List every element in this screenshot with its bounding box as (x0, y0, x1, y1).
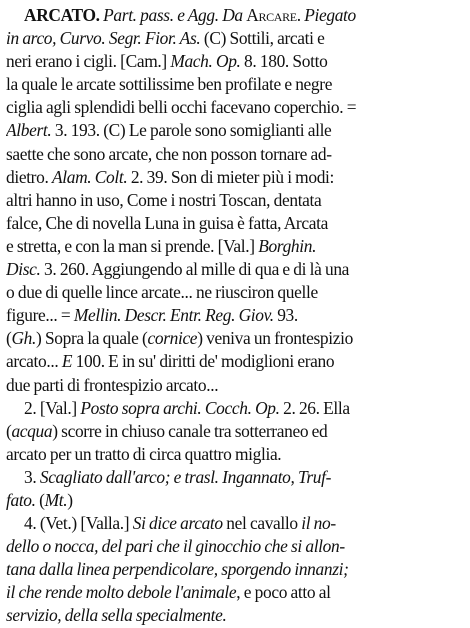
entry-text-segment: (C) Sottili, arcati e (200, 28, 325, 49)
entry-text-segment: altri hanno in uso, Come i nostri Toscan, dentata (6, 189, 322, 210)
entry-text-segment: Borghin. (258, 235, 317, 256)
entry-line (6, 397, 464, 420)
headword: ARCATO. (24, 5, 104, 25)
entry-text-segment: in arco, Curvo. Segr. Fior. As. (6, 28, 201, 49)
entry-line (6, 604, 464, 627)
entry-line (6, 4, 464, 27)
entry-text-segment: figure... = (6, 305, 74, 326)
entry-line (6, 96, 464, 119)
entry-line (6, 304, 464, 327)
entry-text-segment: ( (6, 420, 12, 441)
entry-text-segment: ciglia agli splendidi belli occhi facevano coperchio. = (6, 97, 357, 118)
entry-text-segment: Alam. Colt. (51, 166, 128, 187)
entry-text-segment: Arcare (246, 5, 297, 25)
entry-text-segment: 3. (24, 466, 40, 487)
entry-text-segment: o due di quelle lince arcate... ne riusciron quelle (6, 282, 318, 303)
entry-text-segment: Part. pass. e Agg. Da (103, 5, 247, 25)
entry-line (6, 27, 464, 50)
entry-text-segment: neri erano i cigli. [Cam.] (6, 51, 171, 72)
entry-text-segment: ( (35, 489, 45, 510)
entry-line (6, 374, 464, 397)
entry-text-segment: , e poco atto al (236, 582, 331, 603)
entry-text-segment: due parti di frontespizio arcato... (6, 374, 219, 395)
entry-line (6, 350, 464, 373)
entry-text-segment: ) Sopra la quale ( (36, 328, 148, 349)
entry-line (6, 420, 464, 443)
entry-text-segment: saette che sono arcate, che non posson tornare ad- (6, 143, 332, 164)
entry-text-segment: 93. (273, 305, 298, 326)
entry-text-segment: 4. (Vet.) [Valla.] (24, 513, 133, 534)
entry-line (6, 143, 464, 166)
entry-text-segment: falce, Che di novella Luna in guisa è fatta, Arcata (6, 212, 328, 233)
entry-line (6, 535, 464, 558)
entry-text-segment: arcato... (6, 351, 62, 372)
entry-line (6, 166, 464, 189)
entry-text-segment: dietro. (6, 166, 52, 187)
entry-text-segment: nel cavallo (222, 513, 302, 534)
entry-text-segment: Scagliato dall'arco; e trasl. Ingannato, Truf- (39, 466, 332, 487)
entry-text-segment: . (296, 5, 305, 25)
entry-text-segment: 100. E in su' diritti de' modiglioni erano (72, 351, 335, 372)
entry-text-segment: Posto sopra archi. Cocch. Op. (80, 397, 280, 418)
entry-line (6, 189, 464, 212)
entry-text-segment: ) (67, 489, 73, 510)
entry-text-segment: il che rende molto debole l'animale (6, 582, 237, 603)
entry-text-segment: Disc. (6, 259, 41, 280)
entry-text-segment: 3. 260. Aggiungendo al mille di qua e di là una (40, 259, 350, 280)
entry-text-segment: 8. 180. Sotto (240, 51, 328, 72)
entry-text-segment: ( (6, 328, 12, 349)
entry-line (6, 327, 464, 350)
entry-line (6, 281, 464, 304)
entry-text-segment: 2. 26. Ella (279, 397, 350, 418)
entry-line (6, 489, 464, 512)
entry-text-segment: Piegato (304, 5, 356, 25)
entry-text-segment: acqua (11, 420, 53, 441)
entry-line (6, 73, 464, 96)
dictionary-entry-arcato (6, 4, 464, 628)
entry-text-segment: 3. 193. (C) Le parole sono somiglianti alle (51, 120, 332, 141)
entry-text-segment: 2. [Val.] (24, 397, 81, 418)
entry-text-segment: cornice (147, 328, 198, 349)
entry-text-segment: dello o nocca, del pari che il ginocchio che si allon- (6, 536, 345, 557)
entry-text-segment: servizio, della sella specialmente. (6, 605, 227, 626)
entry-text-segment: Mt. (44, 489, 68, 510)
entry-text-segment: Si dice arcato (132, 513, 223, 534)
entry-line (6, 512, 464, 535)
entry-line (6, 466, 464, 489)
entry-text-segment: Mellin. Descr. Entr. Reg. Giov. (73, 305, 274, 326)
entry-text-segment: e stretta, e con la man si prende. [Val.] (6, 235, 259, 256)
entry-text-segment: ) scorre in chiuso canale tra sotterraneo ed (52, 420, 328, 441)
entry-text-segment: Mach. Op. (170, 51, 241, 72)
entry-line (6, 50, 464, 73)
entry-line (6, 443, 464, 466)
entry-text-segment: Gh. (11, 328, 37, 349)
entry-text-segment: E (61, 351, 73, 372)
entry-text-segment: 2. 39. Son di mieter più i modi: (127, 166, 335, 187)
entry-text-segment: arcato per un tratto di circa quattro miglia. (6, 443, 282, 464)
entry-line (6, 581, 464, 604)
entry-text-segment: fato. (6, 489, 36, 510)
entry-line (6, 212, 464, 235)
entry-text-segment: la quale le arcate sottilissime ben profilate e negre (6, 74, 333, 95)
entry-text-segment: tana dalla linea perpendicolare, sporgendo innanzi; (6, 559, 349, 580)
entry-line (6, 558, 464, 581)
entry-line (6, 235, 464, 258)
entry-text-segment: il no- (301, 513, 336, 534)
entry-text-segment: ) veniva un frontespizio (197, 328, 353, 349)
entry-line (6, 258, 464, 281)
entry-line (6, 119, 464, 142)
entry-text-segment: Albert. (6, 120, 52, 141)
